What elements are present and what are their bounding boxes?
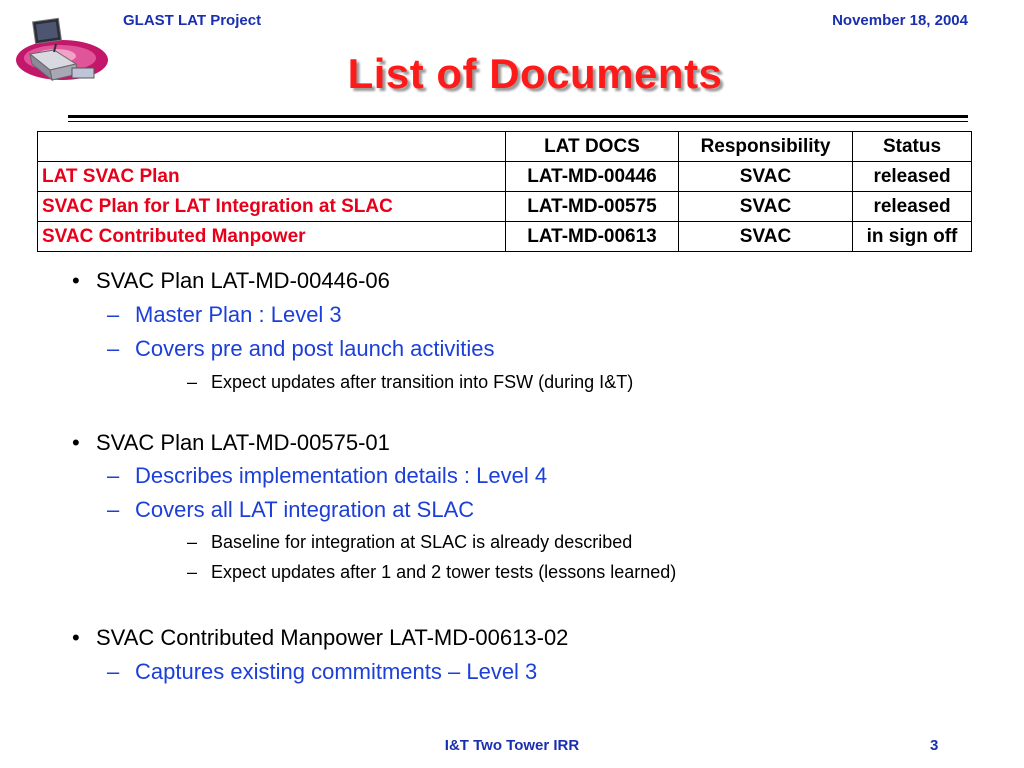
status-cell: released — [853, 192, 972, 222]
document-title-cell: SVAC Plan for LAT Integration at SLAC — [38, 192, 506, 222]
status-cell: released — [853, 162, 972, 192]
sub-sub-bullet-text: Expect updates after transition into FSW (during I&T) — [211, 372, 634, 392]
table-header-cell: Responsibility — [679, 132, 853, 162]
dash-marker: – — [187, 372, 198, 392]
sub-bullet-item — [107, 463, 547, 489]
dash-marker: – — [107, 463, 120, 488]
responsibility-cell: SVAC — [679, 222, 853, 252]
documents-table — [37, 131, 972, 252]
document-number-cell: LAT-MD-00446 — [506, 162, 679, 192]
bullet-text: SVAC Plan LAT-MD-00446-06 — [96, 268, 390, 293]
bullet-text: SVAC Contributed Manpower LAT-MD-00613-02 — [96, 625, 569, 650]
sub-bullet-text: Captures existing commitments – Level 3 — [135, 659, 538, 684]
sub-sub-bullet-text: Expect updates after 1 and 2 tower tests (lessons learned) — [211, 562, 677, 582]
bullet-item — [72, 625, 568, 651]
responsibility-cell: SVAC — [679, 162, 853, 192]
bullet-text: SVAC Plan LAT-MD-00575-01 — [96, 430, 390, 455]
bullet-marker: • — [72, 268, 80, 293]
table-row — [38, 162, 972, 192]
sub-bullet-text: Master Plan : Level 3 — [135, 302, 342, 327]
sub-bullet-item — [107, 497, 474, 523]
dash-marker: – — [187, 532, 198, 552]
title-divider-thin — [68, 121, 968, 122]
footer-title: I&T Two Tower IRR — [444, 737, 580, 754]
dash-marker: – — [107, 336, 120, 361]
page-title: List of Documents — [347, 50, 723, 97]
dash-marker: – — [107, 302, 120, 327]
table-header-cell: LAT DOCS — [506, 132, 679, 162]
dash-marker: – — [107, 497, 120, 522]
sub-bullet-text: Covers pre and post launch activities — [135, 336, 495, 361]
status-cell: in sign off — [853, 222, 972, 252]
table-header-cell — [38, 132, 506, 162]
header-date: November 18, 2004 — [832, 12, 968, 29]
table-header-cell: Status — [853, 132, 972, 162]
sub-bullet-text: Covers all LAT integration at SLAC — [135, 497, 475, 522]
title-divider-thick — [68, 115, 968, 118]
bullet-item — [72, 268, 390, 294]
table-header-row — [38, 132, 972, 162]
sub-bullet-item — [107, 336, 495, 362]
sub-sub-bullet-item — [187, 532, 632, 553]
document-title-cell: SVAC Contributed Manpower — [38, 222, 506, 252]
sub-sub-bullet-text: Baseline for integration at SLAC is already described — [211, 532, 633, 552]
document-number-cell: LAT-MD-00613 — [506, 222, 679, 252]
dash-marker: – — [187, 562, 198, 582]
project-name: GLAST LAT Project — [123, 12, 262, 29]
bullet-item — [72, 430, 390, 456]
table-row — [38, 192, 972, 222]
page-number: 3 — [930, 737, 939, 754]
responsibility-cell: SVAC — [679, 192, 853, 222]
bullet-marker: • — [72, 430, 80, 455]
dash-marker: – — [107, 659, 120, 684]
document-title-cell: LAT SVAC Plan — [38, 162, 506, 192]
sub-bullet-item — [107, 302, 342, 328]
sub-bullet-text: Describes implementation details : Level 4 — [135, 463, 548, 488]
table-row — [38, 222, 972, 252]
sub-bullet-item — [107, 659, 537, 685]
document-number-cell: LAT-MD-00575 — [506, 192, 679, 222]
sub-sub-bullet-item — [187, 372, 633, 393]
bullet-marker: • — [72, 625, 80, 650]
sub-sub-bullet-item — [187, 562, 676, 583]
